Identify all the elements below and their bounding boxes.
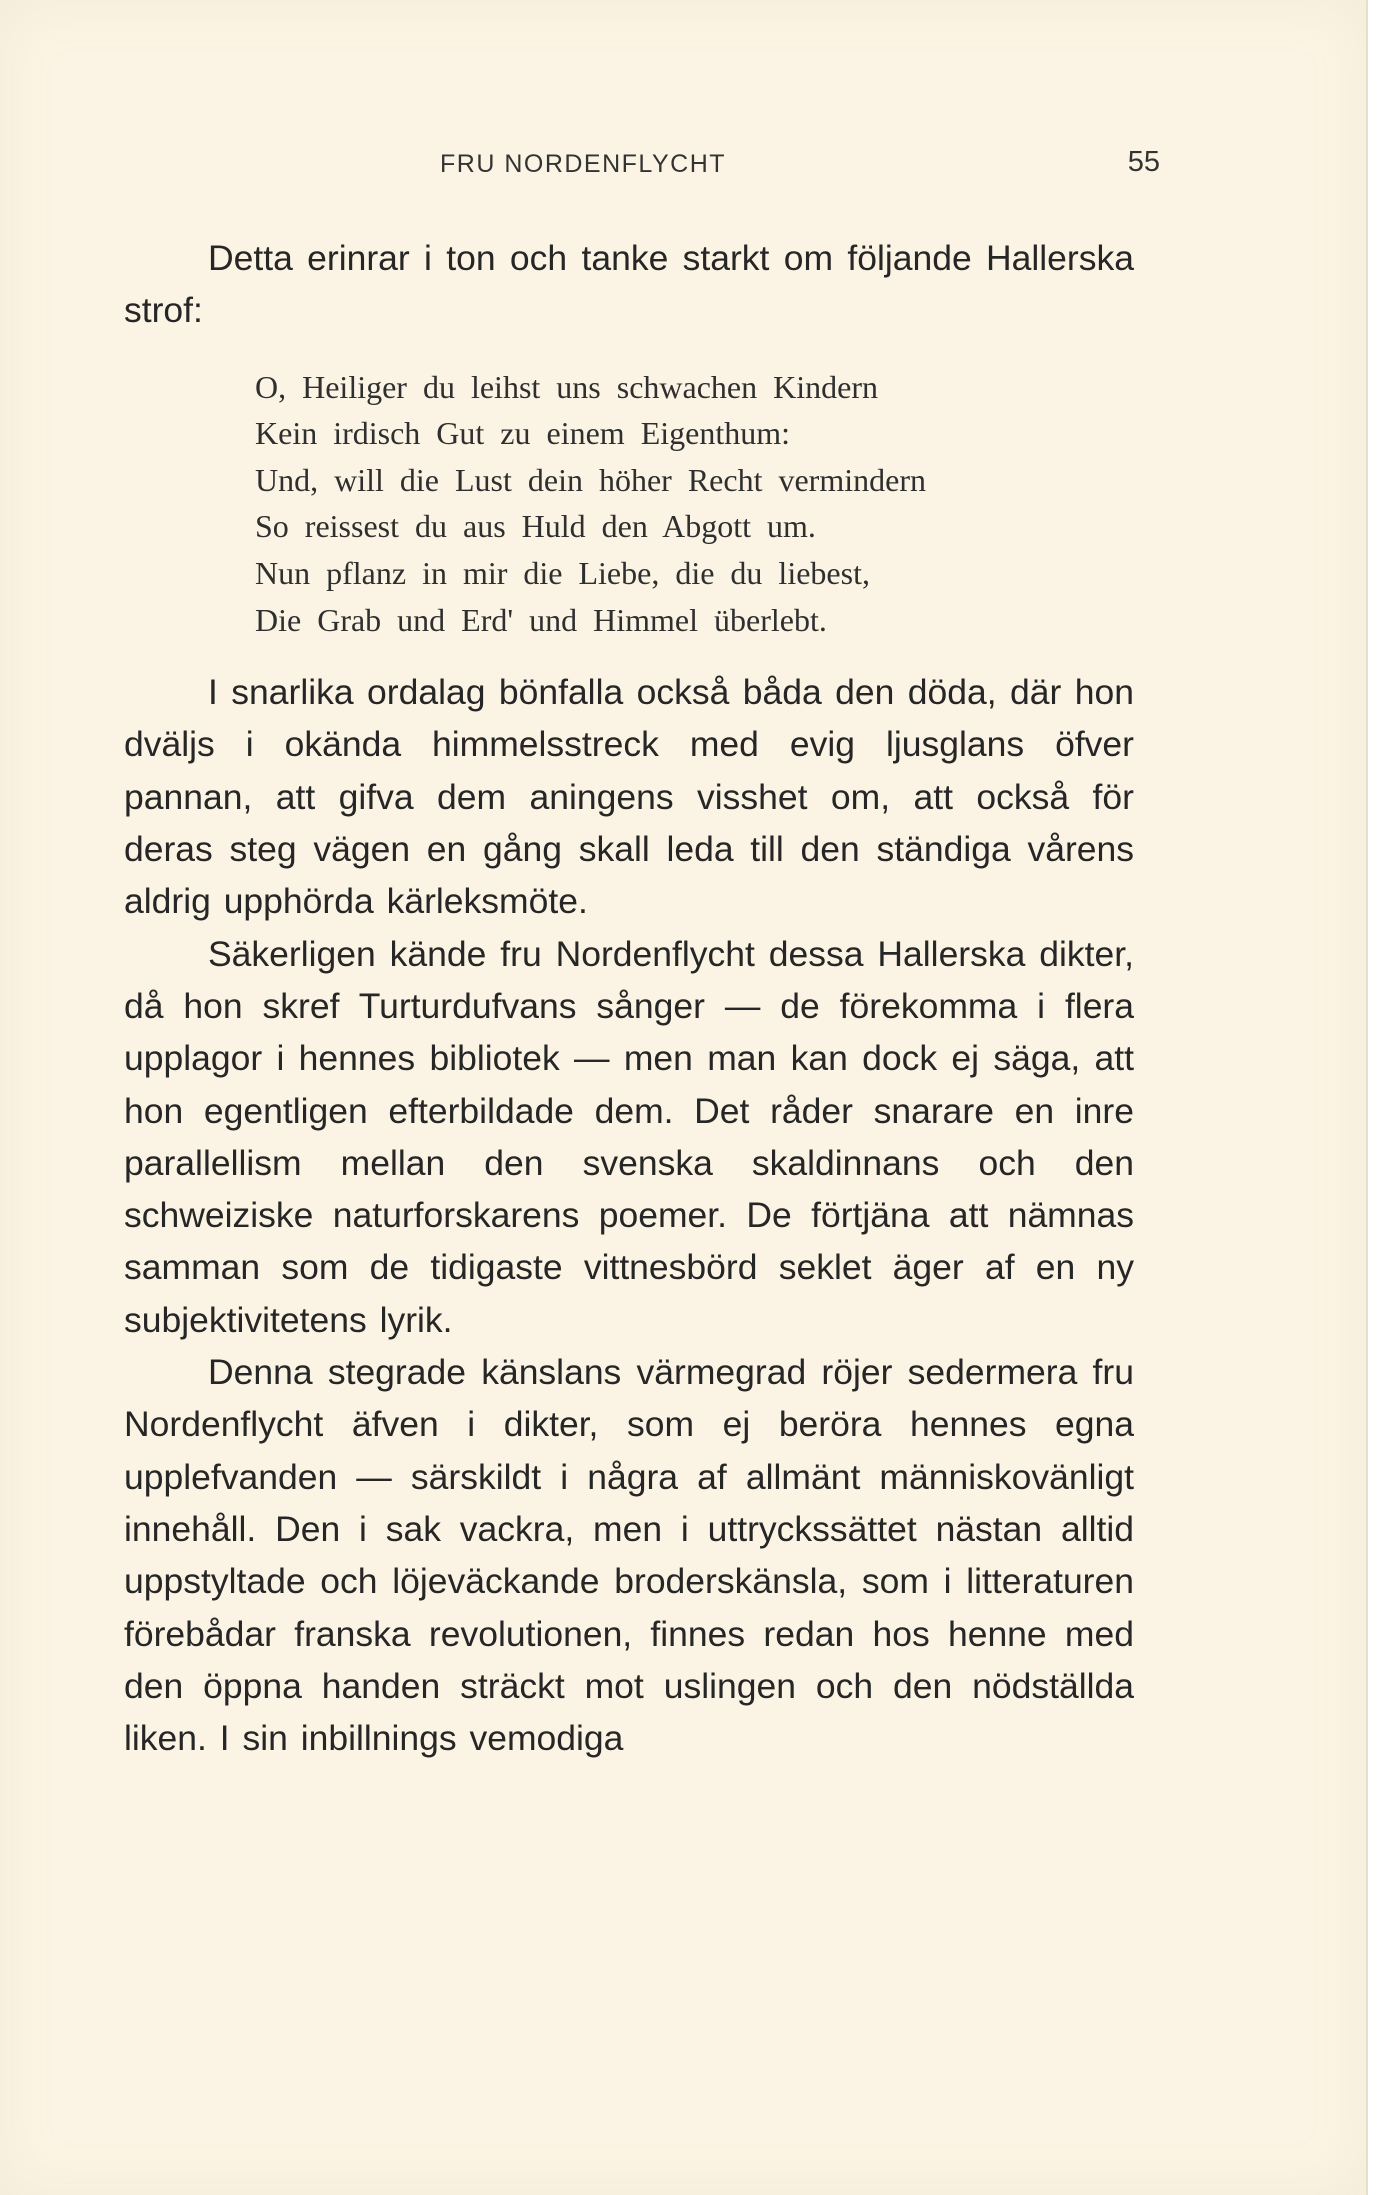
running-title: FRU NORDENFLYCHT	[440, 150, 727, 178]
poem-line: O, Heiliger du leihst uns schwachen Kindern	[255, 368, 878, 405]
paragraph-2: I snarlika ordalag bönfalla också båda den döda, där hon dväljs i okända himmelsstreck med evig ljusglans öfver pannan, att gifva dem aningens visshet om, att också för deras steg vägen en gång skall leda till den ständiga vårens aldrig upphörda kärleksmöte.	[124, 672, 1134, 922]
poem-line: Und, will die Lust dein höher Recht vermindern	[255, 461, 926, 498]
page-header	[440, 146, 1160, 190]
poem-line: Die Grab und Erd' und Himmel überlebt.	[255, 601, 827, 638]
poem-quote	[255, 364, 1134, 644]
poem-line: Kein irdisch Gut zu einem Eigenthum:	[255, 415, 790, 452]
paragraph-intro: Detta erinrar i ton och tanke starkt om följande Hallerska strof:	[124, 238, 1134, 331]
body-text	[124, 232, 1134, 1764]
poem-line: Nun pflanz in mir die Liebe, die du liebest,	[255, 554, 870, 591]
page-number: 55	[1127, 146, 1160, 178]
paragraph-4: Denna stegrade känslans värmegrad röjer sedermera fru Nordenflycht äfven i dikter, som ej beröra hennes egna upplefvanden — särskildt i några af allmänt människovänligt innehåll. Den i sak vackra, men i uttryckssättet nästan alltid uppstyltade och löjeväckande broderskänsla, som i litteraturen förebådar franska revolutionen, finnes redan hos henne med den öppna handen sträckt mot uslingen och den nödställda liken. I sin inbillnings vemodiga	[124, 1352, 1134, 1759]
poem-line: So reissest du aus Huld den Abgott um.	[255, 508, 816, 545]
paragraph-3: Säkerligen kände fru Nordenflycht dessa Hallerska dikter, då hon skref Turturdufvans sånger — de förekomma i flera upplagor i hennes bibliotek — men man kan dock ej säga, att hon egentligen efterbildade dem. Det råder snarare en inre parallellism mellan den svenska skaldinnans och den schweiziske naturforskarens poemer. De förtjäna att nämnas samman som de tidigaste vittnesbörd seklet äger af en ny subjektivitetens lyrik.	[124, 933, 1134, 1340]
